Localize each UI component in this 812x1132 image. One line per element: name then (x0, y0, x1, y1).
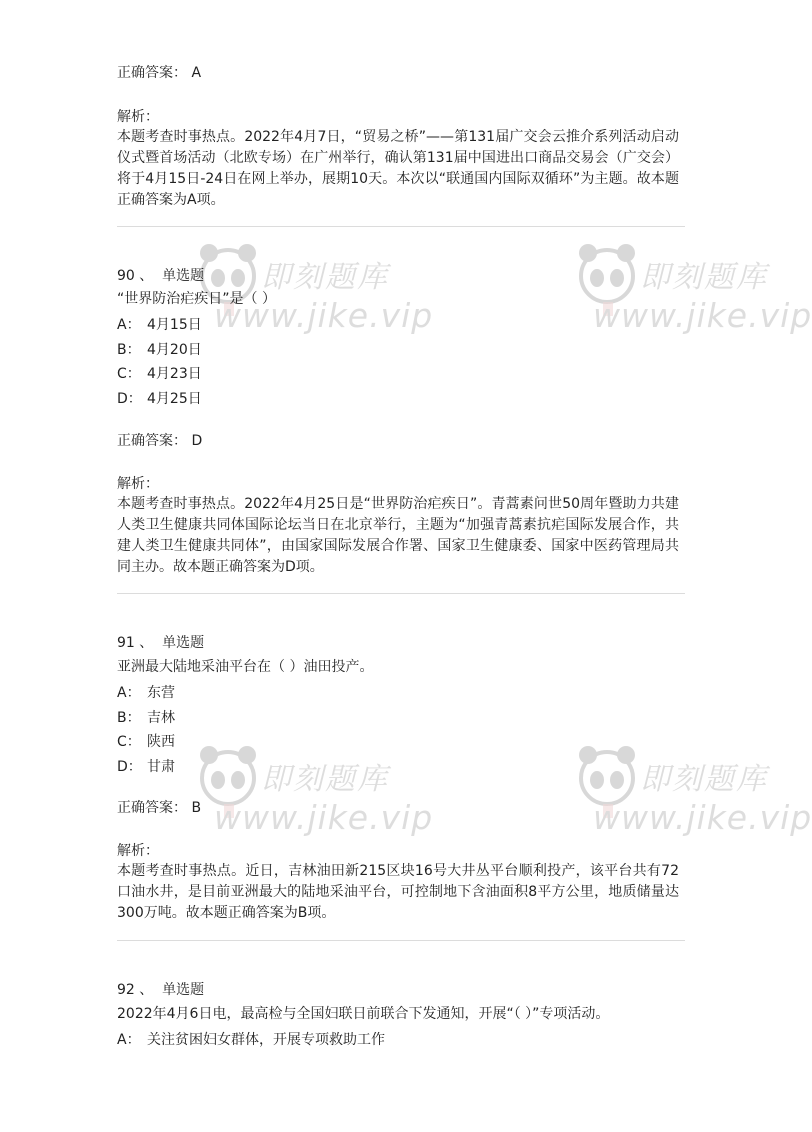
correct-answer (117, 797, 201, 817)
correct-answer (117, 62, 201, 82)
answer-label: 正确答案： (117, 800, 187, 816)
answer-label: 正确答案： (117, 433, 187, 449)
answer-value: B (191, 800, 202, 816)
question-number: 91 、 (117, 635, 154, 651)
option-c: C： 陕西 (117, 734, 175, 750)
question-type: 单选题 (162, 982, 205, 998)
option-d: D： 甘肃 (117, 759, 175, 775)
option-b: B： 吉林 (117, 710, 175, 726)
panda-icon (575, 740, 639, 822)
option-d: D： 4月25日 (117, 391, 202, 407)
question-type: 单选题 (162, 268, 205, 284)
panda-icon (196, 740, 260, 822)
watermark (196, 740, 456, 880)
watermark (196, 238, 456, 378)
watermark (575, 238, 812, 378)
option-a: A： 关注贫困妇女群体，开展专项救助工作 (117, 1032, 385, 1048)
divider (117, 226, 685, 227)
watermark (575, 740, 812, 880)
analysis-text: 本题考查时事热点。2022年4月7日，“贸易之桥”——第131届广交会云推介系列活动启动仪式暨首场活动（北欧专场）在广州举行，确认第131届中国进出口商品交易会（广交会）将于4月15日-24日在网上举办，展期10天。本次以“联通国内国际双循环”为主题。故本题正确答案为A项。 (117, 129, 679, 208)
question-header (117, 979, 204, 999)
option-a: A： 东营 (117, 685, 175, 701)
answer-value: D (191, 433, 203, 449)
question-stem: 2022年4月6日电，最高检与全国妇联日前联合下发通知，开展“（ ）”专项活动。 (117, 1006, 610, 1022)
question-stem: 亚洲最大陆地采油平台在（ ）油田投产。 (117, 659, 374, 675)
option-b: B： 4月20日 (117, 342, 202, 358)
analysis-text: 本题考查时事热点。近日，吉林油田新215区块16号大井丛平台顺利投产，该平台共有72口油水井，是目前亚洲最大的陆地采油平台，可控制地下含油面积8平方公里，地质储量达300万吨。故本题正确答案为B项。 (117, 863, 679, 921)
analysis-text: 本题考查时事热点。2022年4月25日是“世界防治疟疾日”。青蒿素问世50周年暨助力共建人类卫生健康共同体国际论坛当日在北京举行，主题为“加强青蒿素抗疟国际发展合作，共建人类卫生健康共同体”，由国家国际发展合作署、国家卫生健康委、国家中医药管理局共同主办。故本题正确答案为D项。 (117, 496, 679, 575)
question-header (117, 632, 204, 652)
answer-value: A (191, 65, 202, 81)
panda-icon (575, 238, 639, 320)
analysis-label: 解析： (117, 476, 159, 492)
answer-label: 正确答案： (117, 65, 187, 81)
divider (117, 593, 685, 594)
question-number: 92 、 (117, 982, 154, 998)
question-stem: “世界防治疟疾日”是（ ） (117, 291, 276, 307)
question-number: 90 、 (117, 268, 154, 284)
watermark-url: www.jike.vip (214, 296, 434, 335)
watermark-brand: 即刻题库 (640, 260, 768, 295)
watermark-brand: 即刻题库 (261, 260, 389, 295)
watermark-brand: 即刻题库 (640, 762, 768, 797)
analysis-label: 解析： (117, 843, 159, 859)
question-header (117, 265, 204, 285)
correct-answer (117, 430, 202, 450)
watermark-brand: 即刻题库 (261, 762, 389, 797)
analysis-label: 解析： (117, 109, 159, 125)
question-type: 单选题 (162, 635, 205, 651)
option-c: C： 4月23日 (117, 366, 202, 382)
watermark-url: www.jike.vip (593, 296, 812, 335)
watermark-url: www.jike.vip (214, 798, 434, 837)
option-a: A： 4月15日 (117, 317, 202, 333)
watermark-url: www.jike.vip (593, 798, 812, 837)
divider (117, 940, 685, 941)
